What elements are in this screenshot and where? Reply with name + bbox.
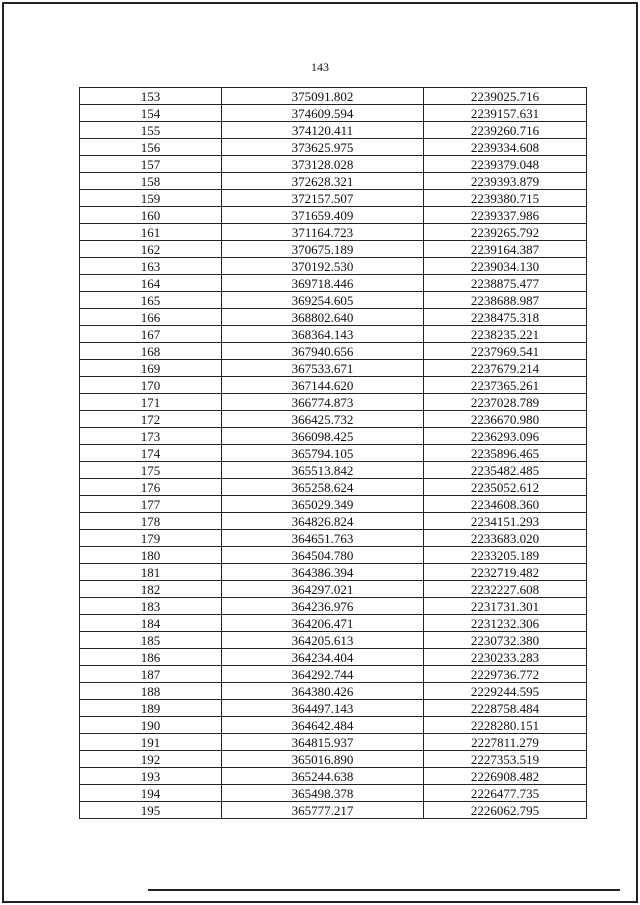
point-number-cell: 184 bbox=[80, 615, 222, 632]
table-row bbox=[80, 156, 587, 173]
table-row bbox=[80, 360, 587, 377]
point-number-cell: 165 bbox=[80, 292, 222, 309]
y-coordinate-cell: 2237365.261 bbox=[424, 377, 587, 394]
point-number-cell: 183 bbox=[80, 598, 222, 615]
table-row bbox=[80, 615, 587, 632]
y-coordinate-cell: 2227353.519 bbox=[424, 751, 587, 768]
bottom-divider bbox=[148, 889, 620, 891]
y-coordinate-cell: 2239334.608 bbox=[424, 139, 587, 156]
y-coordinate-cell: 2229736.772 bbox=[424, 666, 587, 683]
table-row bbox=[80, 547, 587, 564]
x-coordinate-cell: 368364.143 bbox=[222, 326, 424, 343]
table-row bbox=[80, 309, 587, 326]
point-number-cell: 185 bbox=[80, 632, 222, 649]
table-row bbox=[80, 139, 587, 156]
y-coordinate-cell: 2230732.380 bbox=[424, 632, 587, 649]
table-row bbox=[80, 496, 587, 513]
x-coordinate-cell: 374120.411 bbox=[222, 122, 424, 139]
point-number-cell: 164 bbox=[80, 275, 222, 292]
table-row bbox=[80, 207, 587, 224]
x-coordinate-cell: 364386.394 bbox=[222, 564, 424, 581]
table-row bbox=[80, 394, 587, 411]
y-coordinate-cell: 2237679.214 bbox=[424, 360, 587, 377]
x-coordinate-cell: 364297.021 bbox=[222, 581, 424, 598]
table-row bbox=[80, 343, 587, 360]
y-coordinate-cell: 2226062.795 bbox=[424, 802, 587, 819]
table-row bbox=[80, 428, 587, 445]
y-coordinate-cell: 2234608.360 bbox=[424, 496, 587, 513]
x-coordinate-cell: 364651.763 bbox=[222, 530, 424, 547]
x-coordinate-cell: 368802.640 bbox=[222, 309, 424, 326]
x-coordinate-cell: 369254.605 bbox=[222, 292, 424, 309]
table-row bbox=[80, 649, 587, 666]
x-coordinate-cell: 365513.842 bbox=[222, 462, 424, 479]
y-coordinate-cell: 2236670.980 bbox=[424, 411, 587, 428]
x-coordinate-cell: 371164.723 bbox=[222, 224, 424, 241]
y-coordinate-cell: 2235052.612 bbox=[424, 479, 587, 496]
x-coordinate-cell: 364642.484 bbox=[222, 717, 424, 734]
y-coordinate-cell: 2230233.283 bbox=[424, 649, 587, 666]
table-row bbox=[80, 734, 587, 751]
y-coordinate-cell: 2227811.279 bbox=[424, 734, 587, 751]
point-number-cell: 189 bbox=[80, 700, 222, 717]
table-row bbox=[80, 445, 587, 462]
x-coordinate-cell: 370192.530 bbox=[222, 258, 424, 275]
x-coordinate-cell: 369718.446 bbox=[222, 275, 424, 292]
x-coordinate-cell: 373128.028 bbox=[222, 156, 424, 173]
table-row bbox=[80, 173, 587, 190]
point-number-cell: 158 bbox=[80, 173, 222, 190]
point-number-cell: 176 bbox=[80, 479, 222, 496]
y-coordinate-cell: 2239380.715 bbox=[424, 190, 587, 207]
point-number-cell: 155 bbox=[80, 122, 222, 139]
table-row bbox=[80, 598, 587, 615]
point-number-cell: 161 bbox=[80, 224, 222, 241]
point-number-cell: 192 bbox=[80, 751, 222, 768]
y-coordinate-cell: 2231731.301 bbox=[424, 598, 587, 615]
point-number-cell: 182 bbox=[80, 581, 222, 598]
point-number-cell: 174 bbox=[80, 445, 222, 462]
point-number-cell: 190 bbox=[80, 717, 222, 734]
x-coordinate-cell: 364234.404 bbox=[222, 649, 424, 666]
y-coordinate-cell: 2233683.020 bbox=[424, 530, 587, 547]
point-number-cell: 170 bbox=[80, 377, 222, 394]
table-row bbox=[80, 479, 587, 496]
y-coordinate-cell: 2238235.221 bbox=[424, 326, 587, 343]
y-coordinate-cell: 2239260.716 bbox=[424, 122, 587, 139]
table-row bbox=[80, 275, 587, 292]
point-number-cell: 171 bbox=[80, 394, 222, 411]
table-row bbox=[80, 326, 587, 343]
x-coordinate-cell: 365029.349 bbox=[222, 496, 424, 513]
y-coordinate-cell: 2239025.716 bbox=[424, 88, 587, 105]
point-number-cell: 187 bbox=[80, 666, 222, 683]
x-coordinate-cell: 366098.425 bbox=[222, 428, 424, 445]
table-row bbox=[80, 581, 587, 598]
x-coordinate-cell: 364292.744 bbox=[222, 666, 424, 683]
y-coordinate-cell: 2233205.189 bbox=[424, 547, 587, 564]
table-row bbox=[80, 88, 587, 105]
y-coordinate-cell: 2232227.608 bbox=[424, 581, 587, 598]
x-coordinate-cell: 375091.802 bbox=[222, 88, 424, 105]
point-number-cell: 160 bbox=[80, 207, 222, 224]
y-coordinate-cell: 2231232.306 bbox=[424, 615, 587, 632]
y-coordinate-cell: 2229244.595 bbox=[424, 683, 587, 700]
x-coordinate-cell: 364497.143 bbox=[222, 700, 424, 717]
point-number-cell: 162 bbox=[80, 241, 222, 258]
x-coordinate-cell: 364206.471 bbox=[222, 615, 424, 632]
y-coordinate-cell: 2239164.387 bbox=[424, 241, 587, 258]
point-number-cell: 191 bbox=[80, 734, 222, 751]
table-row bbox=[80, 564, 587, 581]
point-number-cell: 180 bbox=[80, 547, 222, 564]
point-number-cell: 156 bbox=[80, 139, 222, 156]
x-coordinate-cell: 365777.217 bbox=[222, 802, 424, 819]
table-row bbox=[80, 411, 587, 428]
x-coordinate-cell: 371659.409 bbox=[222, 207, 424, 224]
page-number: 143 bbox=[311, 60, 329, 74]
table-body bbox=[80, 88, 587, 819]
y-coordinate-cell: 2237969.541 bbox=[424, 343, 587, 360]
table-row bbox=[80, 258, 587, 275]
point-number-cell: 169 bbox=[80, 360, 222, 377]
point-number-cell: 186 bbox=[80, 649, 222, 666]
y-coordinate-cell: 2239157.631 bbox=[424, 105, 587, 122]
table-row bbox=[80, 768, 587, 785]
table-row bbox=[80, 105, 587, 122]
y-coordinate-cell: 2237028.789 bbox=[424, 394, 587, 411]
point-number-cell: 193 bbox=[80, 768, 222, 785]
x-coordinate-cell: 365498.378 bbox=[222, 785, 424, 802]
point-number-cell: 173 bbox=[80, 428, 222, 445]
point-number-cell: 168 bbox=[80, 343, 222, 360]
x-coordinate-cell: 367940.656 bbox=[222, 343, 424, 360]
table-row bbox=[80, 683, 587, 700]
x-coordinate-cell: 366774.873 bbox=[222, 394, 424, 411]
point-number-cell: 154 bbox=[80, 105, 222, 122]
table-row bbox=[80, 530, 587, 547]
x-coordinate-cell: 374609.594 bbox=[222, 105, 424, 122]
table-row bbox=[80, 462, 587, 479]
point-number-cell: 166 bbox=[80, 309, 222, 326]
x-coordinate-cell: 364504.780 bbox=[222, 547, 424, 564]
y-coordinate-cell: 2238475.318 bbox=[424, 309, 587, 326]
y-coordinate-cell: 2234151.293 bbox=[424, 513, 587, 530]
table-row bbox=[80, 700, 587, 717]
point-number-cell: 153 bbox=[80, 88, 222, 105]
table-row bbox=[80, 377, 587, 394]
table-row bbox=[80, 666, 587, 683]
y-coordinate-cell: 2236293.096 bbox=[424, 428, 587, 445]
point-number-cell: 194 bbox=[80, 785, 222, 802]
point-number-cell: 172 bbox=[80, 411, 222, 428]
table-row bbox=[80, 717, 587, 734]
x-coordinate-cell: 372157.507 bbox=[222, 190, 424, 207]
point-number-cell: 188 bbox=[80, 683, 222, 700]
point-number-cell: 159 bbox=[80, 190, 222, 207]
x-coordinate-cell: 372628.321 bbox=[222, 173, 424, 190]
point-number-cell: 167 bbox=[80, 326, 222, 343]
x-coordinate-cell: 364826.824 bbox=[222, 513, 424, 530]
y-coordinate-cell: 2239393.879 bbox=[424, 173, 587, 190]
table-row bbox=[80, 802, 587, 819]
table-row bbox=[80, 292, 587, 309]
y-coordinate-cell: 2228758.484 bbox=[424, 700, 587, 717]
table-row bbox=[80, 241, 587, 258]
y-coordinate-cell: 2232719.482 bbox=[424, 564, 587, 581]
y-coordinate-cell: 2235482.485 bbox=[424, 462, 587, 479]
y-coordinate-cell: 2235896.465 bbox=[424, 445, 587, 462]
y-coordinate-cell: 2226908.482 bbox=[424, 768, 587, 785]
x-coordinate-cell: 367533.671 bbox=[222, 360, 424, 377]
table-row bbox=[80, 632, 587, 649]
y-coordinate-cell: 2239379.048 bbox=[424, 156, 587, 173]
table-row bbox=[80, 513, 587, 530]
y-coordinate-cell: 2239337.986 bbox=[424, 207, 587, 224]
point-number-cell: 177 bbox=[80, 496, 222, 513]
point-number-cell: 178 bbox=[80, 513, 222, 530]
table-row bbox=[80, 190, 587, 207]
y-coordinate-cell: 2239265.792 bbox=[424, 224, 587, 241]
x-coordinate-cell: 365016.890 bbox=[222, 751, 424, 768]
x-coordinate-cell: 365244.638 bbox=[222, 768, 424, 785]
point-number-cell: 157 bbox=[80, 156, 222, 173]
y-coordinate-cell: 2226477.735 bbox=[424, 785, 587, 802]
table-row bbox=[80, 224, 587, 241]
y-coordinate-cell: 2228280.151 bbox=[424, 717, 587, 734]
table-row bbox=[80, 751, 587, 768]
x-coordinate-cell: 365258.624 bbox=[222, 479, 424, 496]
x-coordinate-cell: 366425.732 bbox=[222, 411, 424, 428]
x-coordinate-cell: 364205.613 bbox=[222, 632, 424, 649]
x-coordinate-cell: 367144.620 bbox=[222, 377, 424, 394]
x-coordinate-cell: 364236.976 bbox=[222, 598, 424, 615]
point-number-cell: 179 bbox=[80, 530, 222, 547]
x-coordinate-cell: 364380.426 bbox=[222, 683, 424, 700]
coordinate-table bbox=[79, 87, 587, 819]
table-row bbox=[80, 785, 587, 802]
y-coordinate-cell: 2238688.987 bbox=[424, 292, 587, 309]
point-number-cell: 163 bbox=[80, 258, 222, 275]
point-number-cell: 181 bbox=[80, 564, 222, 581]
x-coordinate-cell: 364815.937 bbox=[222, 734, 424, 751]
table-row bbox=[80, 122, 587, 139]
y-coordinate-cell: 2238875.477 bbox=[424, 275, 587, 292]
y-coordinate-cell: 2239034.130 bbox=[424, 258, 587, 275]
point-number-cell: 175 bbox=[80, 462, 222, 479]
x-coordinate-cell: 365794.105 bbox=[222, 445, 424, 462]
point-number-cell: 195 bbox=[80, 802, 222, 819]
x-coordinate-cell: 370675.189 bbox=[222, 241, 424, 258]
x-coordinate-cell: 373625.975 bbox=[222, 139, 424, 156]
